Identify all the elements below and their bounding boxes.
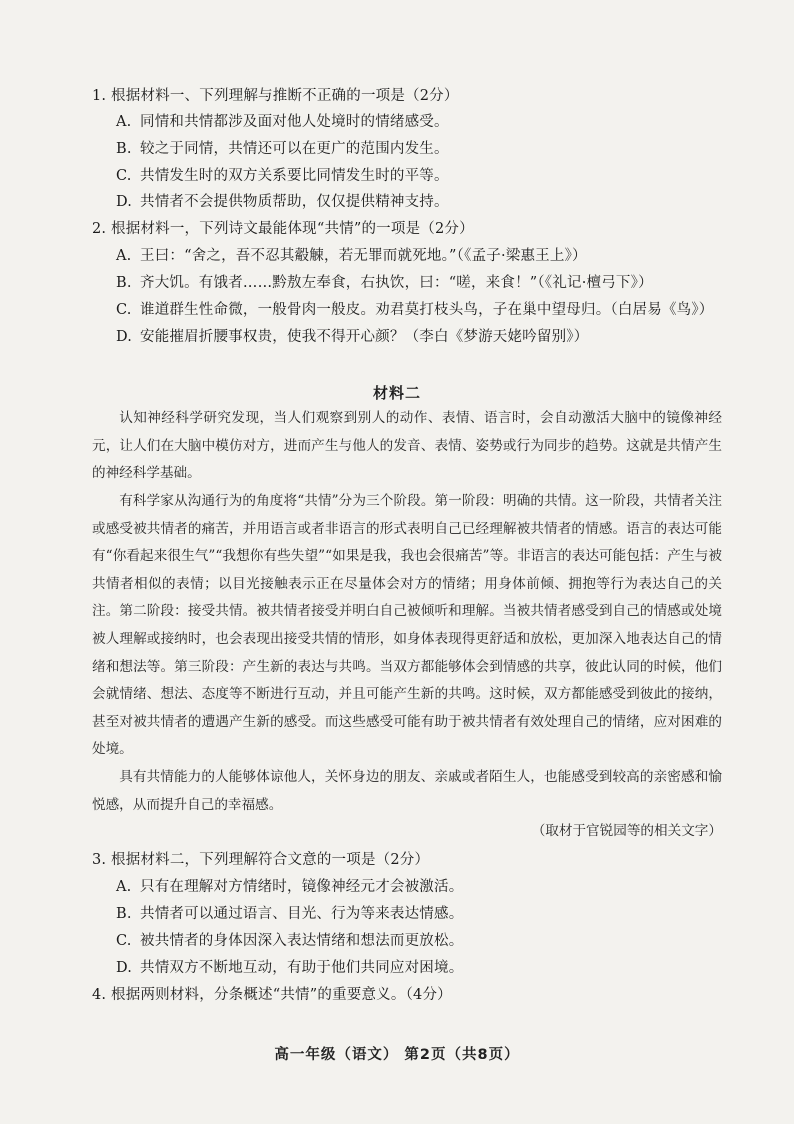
q1-option-c (116, 164, 449, 185)
q2-option-c (116, 298, 714, 319)
page-footer: 高一年级（语文） 第2页（共8页） (274, 1047, 520, 1063)
option-label: B. (116, 141, 132, 157)
question-2-stem: 2. 根据材料一，下列诗文最能体现“共情”的一项是（2分） (92, 221, 474, 237)
option-text: 共情双方不断地互动，有助于他们共同应对困境。 (140, 960, 464, 976)
q1-option-a (116, 110, 449, 131)
q1-option-d (116, 190, 449, 211)
option-label: B. (116, 906, 132, 922)
option-text: 共情者不会提供物质帮助，仅仅提供精神支持。 (140, 194, 449, 210)
material-2-paragraph-1: 认知神经科学研究发现，当人们观察到别人的动作、表情、语言时，会自动激活大脑中的镜像神经元，让人们在大脑中模仿对方，进而产生与他人的发音、表情、姿势或行为同步的趋势。这就是共情产生的神经科学基础。 (92, 410, 722, 482)
option-text: 谁道群生性命微，一般骨肉一般皮。劝君莫打枝头鸟，子在巢中望母归。（白居易《鸟》） (140, 302, 714, 318)
q1-option-b (116, 137, 449, 158)
option-label: C. (116, 168, 132, 184)
option-label: A. (116, 248, 132, 264)
option-text: 共情发生时的双方关系要比同情发生时的平等。 (140, 168, 449, 184)
option-label: C. (116, 933, 132, 949)
material-2-title: 材料二 (372, 384, 421, 402)
option-text: 王曰：“舍之，吾不忍其觳觫，若无罪而就死地。”（《孟子·梁惠王上》） (140, 248, 587, 264)
q2-option-b (116, 271, 653, 292)
option-label: A. (116, 114, 132, 130)
option-text: 只有在理解对方情绪时，镜像神经元才会被激活。 (140, 879, 464, 895)
material-2-paragraph-2: 有科学家从沟通行为的角度将“共情”分为三个阶段。第一阶段：明确的共情。这一阶段，共情者关注或感受被共情者的痛苦，并用语言或者非语言的形式表明自己已经理解被共情者的情感。语言的表达可能有“你看起来很生气”“我想你有些失望”“如果是我，我也会很痛苦”等。非语言的表达可能包括：产生与被共情者相似的表情；以目光接触表示正在尽量体会对方的情绪；用身体前倾、拥抱等行为表达自己的关注。第二阶段：接受共情。被共情者接受并明白自己被倾听和理解。当被共情者感受到自己的情感或处境被人理解或接纳时，也会表现出接受共情的情形，如身体表现得更舒适和放松，更加深入地表达自己的情绪和想法等。第三阶段：产生新的表达与共鸣。当双方都能够体会到情感的共享，彼此认同的时候，他们会就情绪、想法、态度等不断进行互动，并且可能产生新的共鸣。这时候，双方都能感受到彼此的接纳，甚至对被共情者的遭遇产生新的感受。而这些感受可能有助于被共情者有效处理自己的情绪，应对困难的处境。 (92, 493, 722, 758)
option-label: D. (116, 329, 133, 345)
q3-option-c (116, 929, 463, 950)
option-label: D. (116, 960, 133, 976)
option-label: B. (116, 275, 132, 291)
option-label: D. (116, 194, 133, 210)
option-text: 同情和共情都涉及面对他人处境时的情绪感受。 (140, 114, 449, 130)
q3-option-d (116, 956, 463, 977)
option-text: 较之于同情，共情还可以在更广的范围内发生。 (140, 141, 449, 157)
question-1-stem: 1. 根据材料一、下列理解与推断不正确的一项是（2分） (92, 88, 459, 104)
q3-option-b (116, 902, 463, 923)
option-text: 共情者可以通过语言、目光、行为等来表达情感。 (140, 906, 464, 922)
option-label: A. (116, 879, 132, 895)
question-4-stem: 4. 根据两则材料，分条概述“共情”的重要意义。（4分） (92, 987, 452, 1003)
option-label: C. (116, 302, 132, 318)
q3-option-a (116, 875, 463, 896)
question-3-stem: 3. 根据材料二，下列理解符合文意的一项是（2分） (92, 852, 430, 868)
q2-option-d (116, 325, 588, 346)
material-2-paragraph-3: 具有共情能力的人能够体谅他人，关怀身边的朋友、亲戚或者陌生人，也能感受到较高的亲密感和愉悦感，从而提升自己的幸福感。 (92, 769, 722, 813)
option-text: 被共情者的身体因深入表达情绪和想法而更放松。 (140, 933, 464, 949)
option-text: 安能摧眉折腰事权贵，使我不得开心颜？（李白《梦游天姥吟留别》） (140, 329, 589, 345)
option-text: 齐大饥。有饿者……黔敖左奉食，右执饮，曰：“嗟，来食！”（《礼记·檀弓下》） (140, 275, 653, 291)
material-2-source: （取材于官锐园等的相关文字） (531, 823, 722, 839)
q2-option-a (116, 244, 587, 265)
